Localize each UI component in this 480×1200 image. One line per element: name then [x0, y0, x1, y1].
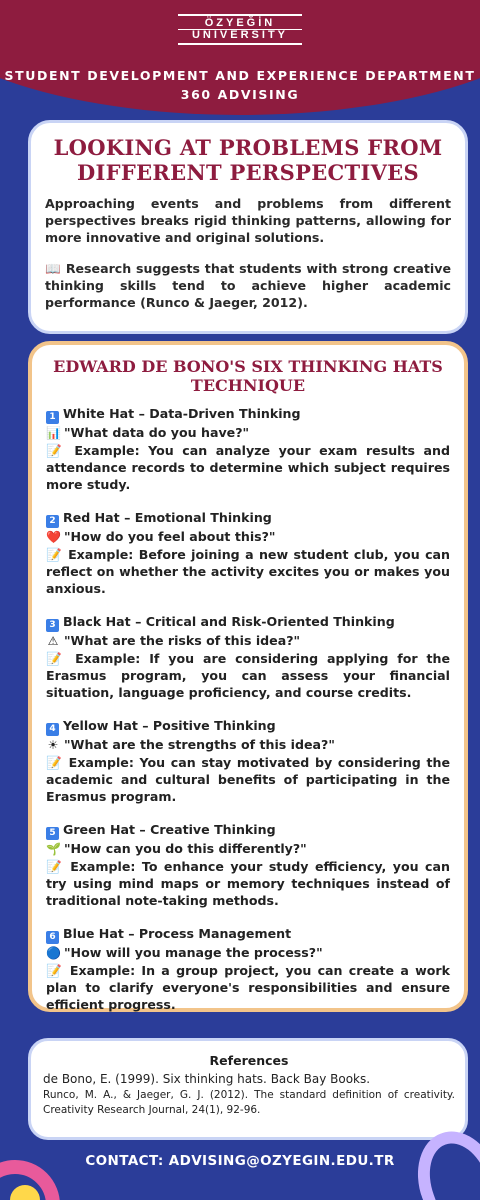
hats-list: [46, 405, 450, 1013]
intro-title: LOOKING AT PROBLEMS FROM DIFFERENT PERSPECTIVES: [53, 135, 443, 185]
university-logo: [178, 14, 302, 45]
hat-question-text: "How can you do this differently?": [64, 841, 307, 856]
hat-title-text: Black Hat – Critical and Risk-Oriented Thinking: [63, 614, 395, 629]
hat-item: [46, 925, 450, 1013]
intro-paragraph: Approaching events and problems from different perspectives breaks rigid thinking patterns, allowing for more innovative and original solutions.: [45, 196, 451, 245]
logo-top-line: [178, 14, 302, 16]
references-title: References: [209, 1053, 289, 1068]
research-paragraph: 📖 Research suggests that students with strong creative thinking skills tend to achieve higher academic performance (Runco & Jaeger, 2012).: [45, 261, 451, 310]
hat-question: [46, 632, 450, 650]
program-name: 360 ADVISING: [180, 87, 300, 102]
hat-question: [46, 424, 450, 442]
department-heading: [0, 66, 480, 104]
hat-question: [46, 944, 450, 962]
hat-title: [46, 405, 450, 424]
hat-title-text: Green Hat – Creative Thinking: [63, 822, 276, 837]
hat-example: 📝 Example: To enhance your study efficiency, you can try using mind maps or memory techniques instead of traditional note-taking methods.: [46, 859, 450, 908]
question-icon: ☀: [47, 738, 59, 752]
hat-question: [46, 528, 450, 546]
technique-title: EDWARD DE BONO'S SIX THINKING HATS TECHNIQUE: [53, 357, 443, 395]
hat-title: [46, 925, 450, 944]
question-icon: 📊: [46, 426, 61, 440]
question-icon: ❤️: [46, 530, 61, 544]
hat-example: 📝 Example: You can analyze your exam results and attendance records to determine which subject requires more study.: [46, 443, 450, 492]
hat-title: [46, 613, 450, 632]
hat-example: 📝 Example: Before joining a new student club, you can reflect on whether the activity excites you or makes you anxious.: [46, 547, 450, 596]
hat-title: [46, 509, 450, 528]
hat-item: [46, 821, 450, 909]
hat-question-text: "How do you feel about this?": [64, 529, 276, 544]
question-icon: 🌱: [46, 842, 61, 856]
department-name: STUDENT DEVELOPMENT AND EXPERIENCE DEPARTMENT: [4, 68, 476, 83]
reference-item: Runco, M. A., & Jaeger, G. J. (2012). The standard definition of creativity. Creativity Research Journal, 24(1), 92-96.: [43, 1089, 455, 1116]
hat-question-text: "How will you manage the process?": [64, 945, 323, 960]
hat-example: 📝 Example: In a group project, you can create a work plan to clarify everyone's responsibilities and ensure efficient progress.: [46, 963, 450, 1012]
number-badge-icon: 3: [46, 619, 59, 632]
number-badge-icon: 2: [46, 515, 59, 528]
hat-example: 📝 Example: You can stay motivated by considering the academic and cultural benefits of participating in the Erasmus program.: [46, 755, 450, 804]
hat-example: 📝 Example: If you are considering applying for the Erasmus program, you can assess your financial situation, language proficiency, and course credits.: [46, 651, 450, 700]
hat-title-text: Yellow Hat – Positive Thinking: [63, 718, 276, 733]
number-badge-icon: 1: [46, 411, 59, 424]
references-card: [28, 1038, 468, 1140]
reference-item: de Bono, E. (1999). Six thinking hats. Back Bay Books.: [43, 1072, 371, 1086]
hat-question: [46, 840, 450, 858]
hat-title-text: White Hat – Data-Driven Thinking: [63, 406, 301, 421]
hat-title: [46, 821, 450, 840]
hat-question-text: "What are the risks of this idea?": [64, 633, 301, 648]
logo-bottom-line: [178, 43, 302, 45]
logo-subname: UNIVERSITY: [191, 29, 288, 41]
hat-item: [46, 717, 450, 805]
number-badge-icon: 5: [46, 827, 59, 840]
hat-title-text: Blue Hat – Process Management: [63, 926, 292, 941]
question-icon: ⚠: [47, 634, 59, 648]
hat-item: [46, 613, 450, 701]
hat-question-text: "What data do you have?": [64, 425, 250, 440]
number-badge-icon: 6: [46, 931, 59, 944]
question-icon: 🔵: [46, 946, 61, 960]
hat-question-text: "What are the strengths of this idea?": [64, 737, 335, 752]
hat-item: [46, 405, 450, 493]
hat-question: [46, 736, 450, 754]
intro-card: [28, 120, 468, 334]
logo-name: ÖZYEĞİN: [204, 16, 276, 29]
hat-item: [46, 509, 450, 597]
number-badge-icon: 4: [46, 723, 59, 736]
hat-title: [46, 717, 450, 736]
contact-email: CONTACT: ADVISING@OZYEGIN.EDU.TR: [85, 1153, 395, 1169]
technique-card: [28, 341, 468, 1012]
hat-title-text: Red Hat – Emotional Thinking: [63, 510, 272, 525]
